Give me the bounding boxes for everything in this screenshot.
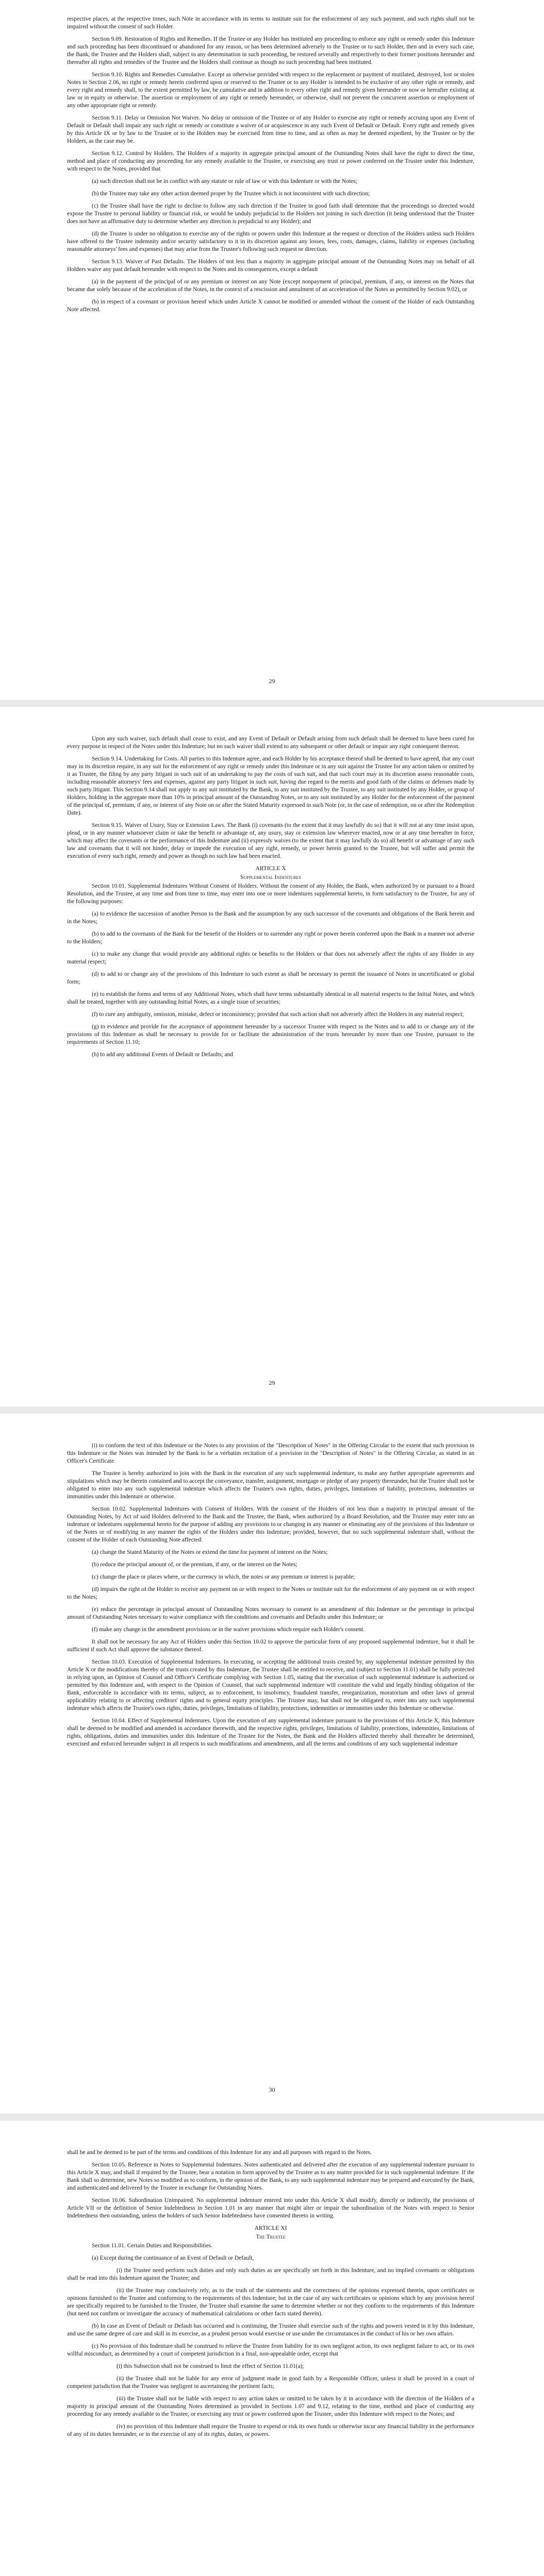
page-separator [0, 700, 544, 707]
clause-paragraph: (b) in respect of a covenant or provision hereof which under Article X cannot be modified or amended without the consent of the Holder of each Outstanding Note affected. [67, 299, 474, 313]
clause-paragraph: (e) to establish the forms and terms of any Additional Notes, which shall have terms substantially identical in all material respects to the Initial Notes, and which shall be treated, together with any outstanding Initial Notes, as a single issue of securities; [67, 991, 474, 1005]
page-4-body [67, 2149, 474, 2443]
subclause-paragraph: (i) the Trustee need perform such duties and only such duties as are specifically set forth in this Indenture, and no implied covenants or obligations shall be read into this Indenture against the Trustee; and [67, 2267, 474, 2281]
section-paragraph: Section 11.01. Certain Duties and Responsibilities. [92, 2243, 213, 2249]
subclause-paragraph: (iv) no provision of this Indenture shall require the Trustee to expend or risk its own funds or otherwise incur any financial liability in the performance of any of its duties hereunder, or in the exercise of any of its rights, duties, or powers. [67, 2424, 474, 2437]
article-subheading: The Trustee [256, 2234, 286, 2240]
clause-paragraph: (d) to add to or change any of the provisions of this Indenture to such extent as shall be necessary to permit the issuance of Notes in uncertificated or global form; [67, 971, 474, 985]
page-3-body [67, 1442, 474, 1753]
section-paragraph: Section 9.11. Delay or Omission Not Waiver. No delay or omission of the Trustee or of any Holder to exercise any right or remedy accruing upon any Event of Default or Default shall impair any such right or remedy or constitute a waiver of or acquiescence in any such Event of Default or Default. Every right and remedy given by this Article IX or by law to the Trustee or to the Holders may be exercised from time to time, and as often as may be deemed expedient, by the Trustee or by the Holders, as the case may be. [67, 115, 474, 144]
clause-paragraph: (a) such direction shall not be in conflict with any statute or rule of law or with this Indenture or with the Notes; [92, 178, 357, 184]
page-number: 29 [269, 677, 275, 685]
page-number: 30 [269, 2086, 275, 2093]
section-paragraph: Section 10.06. Subordination Unimpaired. No supplemental indenture entered into under this Article X shall modify, directly or indirectly, the provisions of Article VII or the definition of Senior Indebtedness in Section 1.01 in any manner that might alter or impair the subordination of the Notes with respect to Senior Indebtedness then outstanding, unless the holders of such Senior Indebtedness have consented thereto in writing. [67, 2197, 474, 2219]
clause-paragraph: (i) to conform the text of this Indenture or the Notes to any provision of the "Description of Notes" in the Offering Circular to the extent that such provision in this Indenture or the Notes was intended by the Bank to be a verbatim recitation of a provision in the "Description of Notes" in the Offering Circular, as stated in an Officer's Certificate. [67, 1443, 474, 1464]
section-paragraph: Section 9.09. Restoration of Rights and Remedies. If the Trustee or any Holder has instituted any proceeding to enforce any right or remedy under this Indenture and such proceeding has been discontinued or abandoned for any reason, or has been determined adversely to the Trustee or to such Holder, then and in every such case, the Bank, the Trustee and the Holders shall, subject to any determination in such proceeding, be restored severally and respectively to their former positions hereunder and thereafter all rights and remedies of the Trustee and the Holders shall continue as though no such proceeding had been instituted. [67, 36, 474, 65]
page-separator [0, 2113, 544, 2121]
section-paragraph: Section 10.04. Effect of Supplemental Indentures. Upon the execution of any supplemental indenture pursuant to the provisions of this Article X, this Indenture shall be deemed to be modified and amended in accordance therewith, and the respective rights, privileges, limitations of liability, protections, indemnities, limitations of rights, obligations, duties and immunities under this Indenture of the Trustee for the Notes, the Bank and the Holders affected thereby shall thereafter be determined, exercised and enforced hereunder subject in all respects to such modifications and amendments, and all the terms and conditions of any such supplemental indenture [67, 1718, 474, 1747]
page-number: 29 [269, 1379, 275, 1386]
clause-paragraph: (b) the Trustee may take any other action deemed proper by the Trustee which is not inconsistent with such direction; [92, 191, 370, 197]
clause-paragraph: (a) in the payment of the principal of or any premium or interest on any Note (except nonpayment of principal, premium, if any, or interest on the Notes that became due solely because of the acceleration of the Notes, in the context of a rescission and annulment of an acceleration of the Notes as permitted by Section 9.02), or [67, 279, 474, 293]
section-paragraph: Section 10.02. Supplemental Indentures with Consent of Holders. With the consent of the Holders of not less than a majority in principal amount of the Outstanding Notes, by Act of said Holders delivered to the Bank and the Trustee, the Bank, when authorized by a Board Resolution, and the Trustee may enter into an indenture or indentures supplemental hereto for the purpose of adding any provisions to or changing in any manner or eliminating any of the provisions of this Indenture or of the Notes or of modifying in any manner the rights of the Holders under this Indenture; provided, however, that no such supplemental indenture shall, without the consent of the Holder of each Outstanding Note affected: [67, 1506, 474, 1543]
page-4 [0, 2121, 544, 2576]
clause-paragraph: (a) Except during the continuance of an Event of Default or Default, [92, 2255, 254, 2261]
page-1-body [67, 15, 474, 318]
section-paragraph: The Trustee is hereby authorized to join with the Bank in the execution of any such supplemental indenture, to make any further appropriate agreements and stipulations which may be therein contained and to accept the conveyance, transfer, assignment, mortgage or pledge of any property thereunder, but the Trustee shall not be obligated to enter into any such supplemental indenture which affects the Trustee's own rights, duties, privileges, limitations of liability, protections, indemnities or immunities under this Indenture or otherwise. [67, 1470, 474, 1500]
page-3 [0, 1414, 544, 2117]
page-2 [0, 707, 544, 1410]
clause-paragraph: (d) the Trustee is under no obligation to exercise any of the rights or powers under this Indenture at the request or direction of the Holders unless such Holders have offered to the Trustee indemnity and/or security satisfactory to it in its discretion against any losses, fees, costs, damages, claims, liability or expenses (including reasonable attorneys' fees and expenses) that may arise from the Trustee's following such request or direction. [67, 231, 474, 252]
article-subheading: Supplemental Indentures [240, 874, 301, 880]
clause-paragraph: (e) reduce the percentage in principal amount of Outstanding Notes necessary to consent to an amendment of this Indenture or the percentage in principal amount of Outstanding Notes necessary to waive compliance with the conditions and covenants and Defaults under this Indenture; or [67, 1606, 474, 1620]
subclause-paragraph: (iii) the Trustee shall not be liable with respect to any action taken or omitted to be taken by it in accordance with the direction of the Holders of a majority in principal amount of the Outstanding Notes determined as provided in Sections 1.07 and 9.12, relating to the time, method and place of conducting any proceeding for any remedy available to the Trustee, or exercising any trust or power conferred upon the Trustee, under this Indenture with respect to the Notes; and [67, 2396, 474, 2417]
page-2-body [67, 735, 474, 1063]
clause-paragraph: (c) the Trustee shall have the right to decline to follow any such direction if the Trustee in good faith shall determine that the proceedings so directed would expose the Trustee to personal liability or financial risk, or would be unduly prejudicial to the Holders not joining in such direction (it being understood that the Trustee does not have an affirmative duty to determine whether any direction is prejudicial to any Holder); and [67, 203, 474, 225]
clause-paragraph: (g) to evidence and provide for the acceptance of appointment hereunder by a successor Trustee with respect to the Notes and to add to or change any of the provisions of this Indenture as shall be necessary to provide for or facilitate the administration of the trusts hereunder by more than one Trustee, pursuant to the requirements of Section 11.10; [67, 1024, 474, 1045]
section-paragraph: Section 9.15. Waiver of Usury, Stay or Extension Laws. The Bank (i) covenants (to the extent that it may lawfully do so) that it will not at any time insist upon, plead, or in any manner whatsoever claim or take the benefit or advantage of, any usury, stay or extension law wherever enacted, now or at any time hereafter in force, which may affect the covenants or the performance of this Indenture and (ii) expressly waives (to the extent that it may lawfully do so) all benefit or advantage of any such law and covenants that it will not hinder, delay or impede the execution of any right, remedy, or power herein granted to the Trustee, but will suffer and permit the execution of every such right, remedy and power as though no such law had been enacted. [67, 822, 474, 859]
clause-paragraph: (h) to add any additional Events of Default or Defaults; and [92, 1052, 234, 1058]
clause-paragraph: (a) change the Stated Maturity of the Notes or extend the time for payment of interest on the Notes; [92, 1549, 328, 1555]
article-heading: ARTICLE XI [254, 2225, 287, 2231]
clause-paragraph: (a) to evidence the succession of another Person to the Bank and the assumption by any such successor of the covenants and obligations of the Bank herein and in the Notes; [67, 911, 474, 925]
clause-paragraph: (c) to make any change that would provide any additional rights or benefits to the Holders or that does not adversely affect the rights of any Holder in any material respect; [67, 951, 474, 965]
section-paragraph: Upon any such waiver, such default shall cease to exist, and any Event of Default or Default arising from such default shall be deemed to have been cured for every purpose in respect of the Notes under this Indenture; but no such waiver shall extend to any subsequent or other default or impair any right consequent thereon. [67, 736, 474, 750]
clause-paragraph: (b) In case an Event of Default or Default has occurred and is continuing, the Trustee shall exercise such of the rights and powers vested in it by this Indenture, and use the same degree of care and skill in its exercise, as a prudent person would exercise or use under the circumstances in the conduct of his or her own affairs. [67, 2323, 474, 2337]
clause-paragraph: (c) change the place or places where, or the currency in which, the notes or any premium or interest is payable; [92, 1574, 355, 1580]
section-paragraph: Section 10.03. Execution of Supplemental Indentures. In executing, or accepting the additional trusts created by, any supplemental indenture permitted by this Article X or the modifications thereby of the trusts created by this Indenture, the Trustee shall be entitled to receive, and (subject to Section 11.01) shall be fully protected in relying upon, an Opinion of Counsel and Officer's Certificate complying with Section 1.05, stating that the execution of such supplemental indenture is authorized or permitted by this Indenture and, with respect to the Opinion of Counsel, that such supplemental indenture will constitute the valid and legally binding obligation of the Bank, enforceable in accordance with its terms, subject, as to enforcement, to insolvency, fraudulent transfer, reorganization, moratorium and other laws of general applicability relating to or affecting creditors' rights and to general equity principles. The Trustee may, but shall not be obligated to, enter into any such supplemental indenture which affects the Trustee's own rights, duties, privileges, limitations of liability, protections, indemnities or immunities under this Indenture or otherwise. [67, 1659, 474, 1711]
clause-paragraph: (d) impairs the right of the Holder to receive any payment on or with respect to the Notes or institute suit for the enforcement of any payment on or with respect to the Notes; [67, 1586, 474, 1600]
continuation-paragraph: respective places, at the respective times, such Note in accordance with its terms to institute suit for the enforcement of any such payment, and such rights shall not be impaired without the consent of such Holder. [67, 16, 474, 30]
clause-paragraph: (f) make any change in the amendment provisions or in the waiver provisions which require each Holder's consent. [92, 1626, 365, 1633]
section-paragraph: Section 10.01. Supplemental Indentures Without Consent of Holders. Without the consent of any Holder, the Bank, when authorized by or pursuant to a Board Resolution, and the Trustee, at any time and from time to time, may enter into one or more indentures supplemental hereto, in form satisfactory to the Trustee, for any of the following purposes: [67, 883, 474, 905]
page-1 [0, 0, 544, 703]
section-paragraph: It shall not be necessary for any Act of Holders under this Section 10.02 to approve the particular form of any proposed supplemental indenture, but it shall be sufficient if such Act shall approve the substance thereof. [67, 1639, 474, 1653]
subclause-paragraph: (ii) the Trustee may conclusively rely, as to the truth of the statements and the correctness of the opinions expressed therein, upon certificates or opinions furnished to the Trustee and conforming to the requirements of this Indenture; but in the case of any such certificates or opinions which by any provision hereof are specifically required to be furnished to the Trustee, the Trustee shall examine the same to determine whether or not they conform to the requirements of this Indenture (but need not confirm or investigate the accuracy of mathematical calculations or other facts stated therein). [67, 2287, 474, 2317]
clause-paragraph: (f) to cure any ambiguity, omission, mistake, defect or inconsistency; provided that such action shall not adversely affect the Holders in any material respect; [92, 1011, 464, 1018]
clause-paragraph: (b) reduce the principal amount of, or the premium, if any, or the interest on the Notes; [92, 1562, 298, 1568]
continuation-paragraph: shall be and be deemed to be part of the terms and conditions of this Indenture for any and all purposes with regard to the Notes. [67, 2149, 372, 2156]
clause-paragraph: (c) No provision of this Indenture shall be construed to relieve the Trustee from liability for its own negligent action, its own negligent failure to act, or its own willful misconduct, as determined by a court of competent jurisdiction in a final, non-appealable order, except that [67, 2343, 474, 2357]
section-paragraph: Section 9.13. Waiver of Past Defaults. The Holders of not less than a majority in aggregate principal amount of the Outstanding Notes may on behalf of all Holders waive any past default hereunder with respect to the Notes and its consequences, except a default [67, 259, 474, 273]
subclause-paragraph: (ii) the Trustee shall not be liable for any error of judgment made in good faith by a Responsible Officer, unless it shall be proved in a court of competent jurisdiction that the Trustee was negligent in ascertaining the pertinent facts; [67, 2376, 474, 2389]
subclause-paragraph: (i) this Subsection shall not be construed to limit the effect of Section 11.01(a); [117, 2363, 304, 2369]
section-paragraph: Section 9.10. Rights and Remedies Cumulative. Except as otherwise provided with respect to the replacement or payment of mutilated, destroyed, lost or stolen Notes in Section 2.06, no right or remedy herein conferred upon or reserved to the Trustee or to any Holder is intended to be exclusive of any other right or remedy, and every right and remedy shall, to the extent permitted by law, be cumulative and in addition to every other right and remedy given hereunder or now or hereafter existing at law or in equity or otherwise. The assertion or employment of any right or remedy hereunder, or otherwise, shall not prevent the concurrent assertion or employment of any other appropriate right or remedy. [67, 72, 474, 109]
section-paragraph: Section 10.05. Reference in Notes to Supplemental Indentures. Notes authenticated and delivered after the execution of any supplemental indenture pursuant to this Article X may, and shall if required by the Trustee, bear a notation in form approved by the Trustee as to any matter provided for in such supplemental indenture. If the Bank shall so determine, new Notes so modified as to conform, in the opinion of the Bank, to any such supplemental indenture may be prepared and executed by the Bank, and authenticated and delivered by the Trustee in exchange for Outstanding Notes. [67, 2162, 474, 2191]
page-separator [0, 1406, 544, 1414]
section-paragraph: Section 9.14. Undertaking for Costs. All parties to this Indenture agree, and each Holder by his acceptance thereof shall be deemed to have agreed, that any court may in its discretion require, in any suit for the enforcement of any right or remedy under this Indenture or in any suit against the Trustee for any action taken or omitted by it as Trustee, the filing by any party litigant in such suit of an undertaking to pay the costs of such suit, and that such court may in its discretion assess reasonable costs, including reasonable attorneys' fees and expenses, against any party litigant in such suit, having due regard to the merits and good faith of the claims or defenses made by such party litigant. This Section 9.14 shall not apply to any suit instituted by the Bank, to any suit instituted by the Trustee, to any suit instituted by any Holder, or group of Holders, holding in the aggregate more than 10% in principal amount of the Outstanding Notes, or to any suit instituted by any Holder for the enforcement of the payment of the principal of, premium, if any, or interest of any Note on or after the Stated Maturity expressed in such Note (or, in the case of redemption, on or after the Redemption Date). [67, 756, 474, 816]
section-paragraph: Section 9.12. Control by Holders. The Holders of a majority in aggregate principal amount of the Outstanding Notes shall have the right to direct the time, method and place of conducting any proceeding for any remedy available to the Trustee, or exercising any trust or power conferred on the Trustee under this Indenture, with respect to the Notes, provided that [67, 150, 474, 172]
article-heading: ARTICLE X [255, 866, 286, 872]
clause-paragraph: (b) to add to the covenants of the Bank for the benefit of the Holders or to surrender any right or power herein conferred upon the Bank in a manner not adverse to the Holders; [67, 931, 474, 945]
